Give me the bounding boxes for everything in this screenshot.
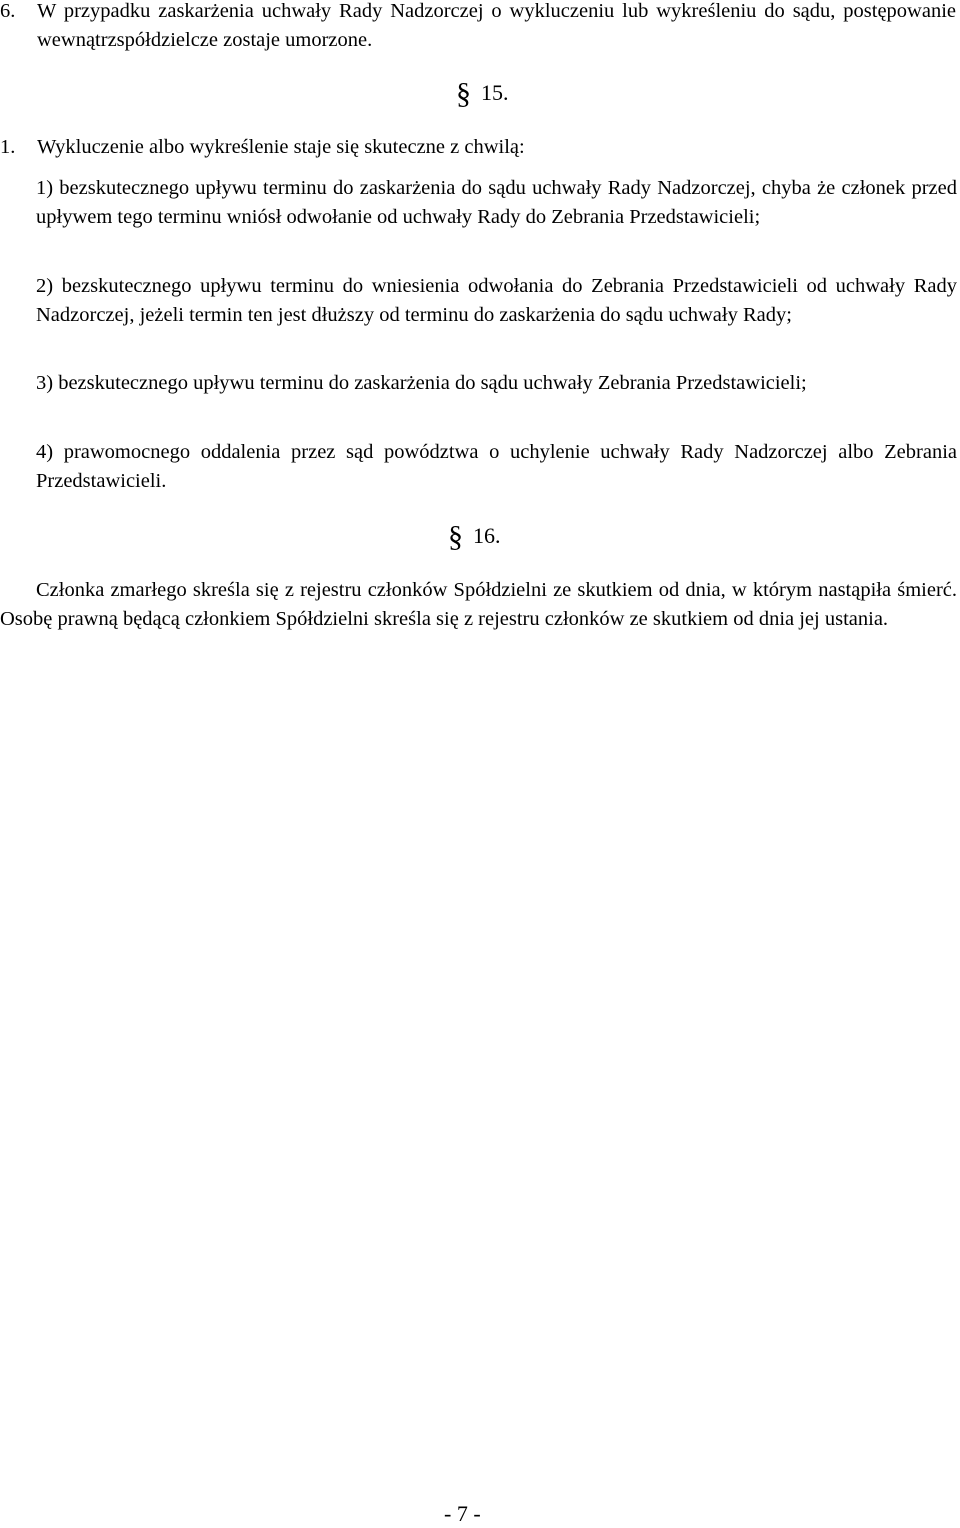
list-item: 4) prawomocnego oddalenia przez sąd powództwa o uchylenie uchwały Rady Nadzorczej albo Zebrania Przedstawicieli. bbox=[36, 441, 957, 492]
section-heading-15 bbox=[456, 78, 509, 109]
list-item: 3) bezskutecznego upływu terminu do zaskarżenia do sądu uchwały Zebrania Przedstawicieli; bbox=[36, 372, 807, 394]
paragraph-number: 1. bbox=[0, 136, 16, 158]
paragraph-text: W przypadku zaskarżenia uchwały Rady Nadzorczej o wykluczeniu lub wykreśleniu do sądu, postępowanie wewnątrzspółdzielcze zostaje umorzone. bbox=[37, 0, 956, 51]
paragraph-6 bbox=[0, 0, 956, 54]
section-heading-16 bbox=[448, 521, 501, 552]
paragraph-1 bbox=[0, 133, 956, 162]
section-sign: § bbox=[456, 77, 471, 110]
section-sign: § bbox=[448, 520, 463, 553]
section-number: 16. bbox=[473, 523, 501, 548]
list-item: 2) bezskutecznego upływu terminu do wniesienia odwołania do Zebrania Przedstawicieli od uchwały Rady Nadzorczej, jeżeli termin ten jest dłuższy od terminu do zaskarżenia do sądu uchwały Rady; bbox=[36, 275, 957, 326]
paragraph-number: 6. bbox=[0, 0, 16, 22]
paragraph-text: Wykluczenie albo wykreślenie staje się skuteczne z chwilą: bbox=[37, 136, 525, 158]
list-item: 1) bezskutecznego upływu terminu do zaskarżenia do sądu uchwały Rady Nadzorczej, chyba że członek przed upływem tego terminu wniósł odwołanie od uchwały Rady do Zebrania Przedstawicieli; bbox=[36, 177, 957, 228]
section-number: 15. bbox=[481, 80, 509, 105]
paragraph-16: Członka zmarłego skreśla się z rejestru członków Spółdzielni ze skutkiem od dnia, w którym nastąpiła śmierć. Osobę prawną będącą członkiem Spółdzielni skreśla się z rejestru członków ze skutkiem od dnia jej ustania. bbox=[0, 579, 957, 630]
page-number: - 7 - bbox=[444, 1501, 481, 1526]
